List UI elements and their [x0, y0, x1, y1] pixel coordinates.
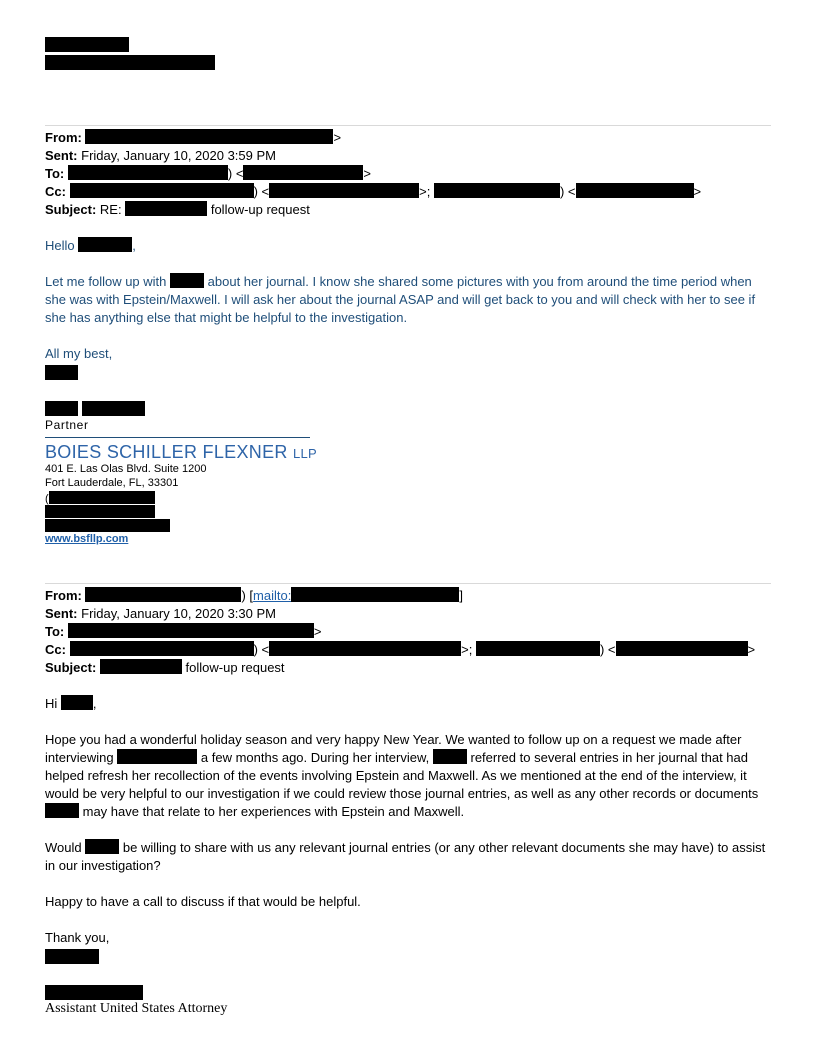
- body-text: about her journal. I know she shared some pictures with you from around the time period when she was with Epstein/Maxwell. I will ask her about the journal ASAP and will get back to you and will check with her to see if she has anything else that might be helpful to the investigation.: [45, 274, 756, 325]
- paren: (: [45, 493, 49, 505]
- sent-value: Friday, January 10, 2020 3:59 PM: [81, 148, 276, 163]
- firm-suffix: LLP: [293, 446, 318, 461]
- original-paragraph-2: [45, 839, 771, 875]
- redacted-phone: [49, 491, 155, 504]
- redacted-email: [45, 519, 170, 532]
- redacted-cc2-email: [576, 183, 694, 198]
- redacted-subject-name: [100, 659, 182, 674]
- body-text: Hope you had a wonderful holiday season and very happy New Year. We wanted to follow up on a request we made after interviewing: [45, 732, 742, 765]
- divider: [45, 583, 771, 584]
- original-greeting: Hi ,: [45, 696, 97, 711]
- original-subject: [45, 659, 285, 677]
- from-label: From:: [45, 130, 82, 145]
- sent-label: Sent:: [45, 606, 78, 621]
- redacted-cc2: [476, 641, 600, 656]
- address-line-1: 401 E. Las Olas Blvd. Suite 1200: [45, 463, 207, 475]
- cc-label: Cc:: [45, 184, 66, 199]
- original-sent: [45, 605, 276, 623]
- to-label: To:: [45, 166, 65, 181]
- redacted-name: [45, 803, 79, 818]
- mailto-text: mailto:: [253, 588, 292, 603]
- original-paragraph-3: Happy to have a call to discuss if that would be helpful.: [45, 894, 361, 909]
- redacted-cc1-email: [269, 641, 461, 656]
- cc-label: Cc:: [45, 642, 66, 657]
- redacted-header-email: [45, 55, 215, 70]
- body-text: may have that relate to her experiences with Epstein and Maxwell.: [82, 804, 465, 819]
- reply-sent: [45, 147, 276, 165]
- redacted-cc1: [70, 641, 254, 656]
- body-text: Would: [45, 840, 82, 855]
- original-paragraph-1: [45, 731, 771, 821]
- redacted-name: [85, 839, 119, 854]
- greeting-text: Hello: [45, 238, 75, 253]
- reply-to: To: ) < >: [45, 166, 372, 181]
- redacted-cc2-email: [616, 641, 748, 656]
- subject-label: Subject:: [45, 660, 97, 675]
- subject-suffix: follow-up request: [210, 202, 310, 217]
- redacted-recipient: [68, 165, 228, 180]
- subject-label: Subject:: [45, 202, 97, 217]
- redacted-sender: [85, 129, 333, 144]
- redacted-recipient-email: [243, 165, 363, 180]
- original-from: From: ) [mailto: ]: [45, 588, 463, 603]
- subject-prefix: RE:: [99, 202, 122, 217]
- redacted-signer-name-1: [45, 401, 78, 416]
- mailto-link[interactable]: [253, 588, 459, 603]
- divider: [45, 125, 771, 126]
- from-label: From:: [45, 588, 82, 603]
- redacted-fax: [45, 505, 155, 518]
- website-link[interactable]: www.bsfllp.com: [45, 533, 129, 545]
- redacted-name: [433, 749, 467, 764]
- reply-body: [45, 273, 771, 327]
- signature-rule: [45, 437, 310, 438]
- redacted-subject-name: [125, 201, 207, 216]
- reply-from: From: >: [45, 130, 342, 145]
- reply-subject: [45, 201, 310, 219]
- redacted-name: [117, 749, 197, 764]
- reply-cc: Cc: ) < >; ) < >: [45, 184, 702, 199]
- redacted-signer-first: [45, 365, 78, 380]
- redacted-cc2: [434, 183, 560, 198]
- firm-name: [45, 442, 317, 463]
- sent-value: Friday, January 10, 2020 3:30 PM: [81, 606, 276, 621]
- original-closing: Thank you,: [45, 930, 110, 945]
- body-text: a few months ago. During her interview,: [200, 750, 430, 765]
- firm-name-text: BOIES SCHILLER FLEXNER: [45, 442, 288, 462]
- reply-greeting: Hello ,: [45, 238, 136, 253]
- subject-suffix: follow-up request: [185, 660, 285, 675]
- redacted-sender-first: [45, 949, 99, 964]
- address-line-2: Fort Lauderdale, FL, 33301: [45, 477, 179, 489]
- greeting-text: Hi: [45, 696, 58, 711]
- original-to: To: >: [45, 624, 322, 639]
- redacted-signer-name-2: [82, 401, 145, 416]
- body-text: referred to several entries in her journal that had helped refresh her recollection of the events involving Epstein and Maxwell. As we mentioned at the end of the interview, it would be very helpful to our investigation if we could review those journal entries, as well as any other records or documents: [45, 750, 759, 801]
- sender-title: Assistant United States Attorney: [45, 1001, 228, 1016]
- redacted-recipient: [68, 623, 314, 638]
- sent-label: Sent:: [45, 148, 78, 163]
- redacted-greeting-name: [61, 695, 93, 710]
- signature-title: Partner: [45, 418, 89, 432]
- redacted-cc1: [70, 183, 254, 198]
- redacted-sender-email: [291, 587, 459, 602]
- redacted-cc1-email: [269, 183, 419, 198]
- redacted-header-name: [45, 37, 129, 52]
- reply-closing: All my best,: [45, 346, 113, 361]
- body-text: be willing to share with us any relevant journal entries (or any other relevant documents she may have) to assist in our investigation?: [45, 840, 766, 873]
- redacted-greeting-name: [78, 237, 132, 252]
- phone-line: [45, 491, 155, 505]
- original-cc: Cc: ) < >; ) < >: [45, 642, 756, 657]
- redacted-sender: [85, 587, 241, 602]
- to-label: To:: [45, 624, 65, 639]
- redacted-name: [170, 273, 204, 288]
- body-text: Let me follow up with: [45, 274, 167, 289]
- redacted-sender-fullname: [45, 985, 143, 1000]
